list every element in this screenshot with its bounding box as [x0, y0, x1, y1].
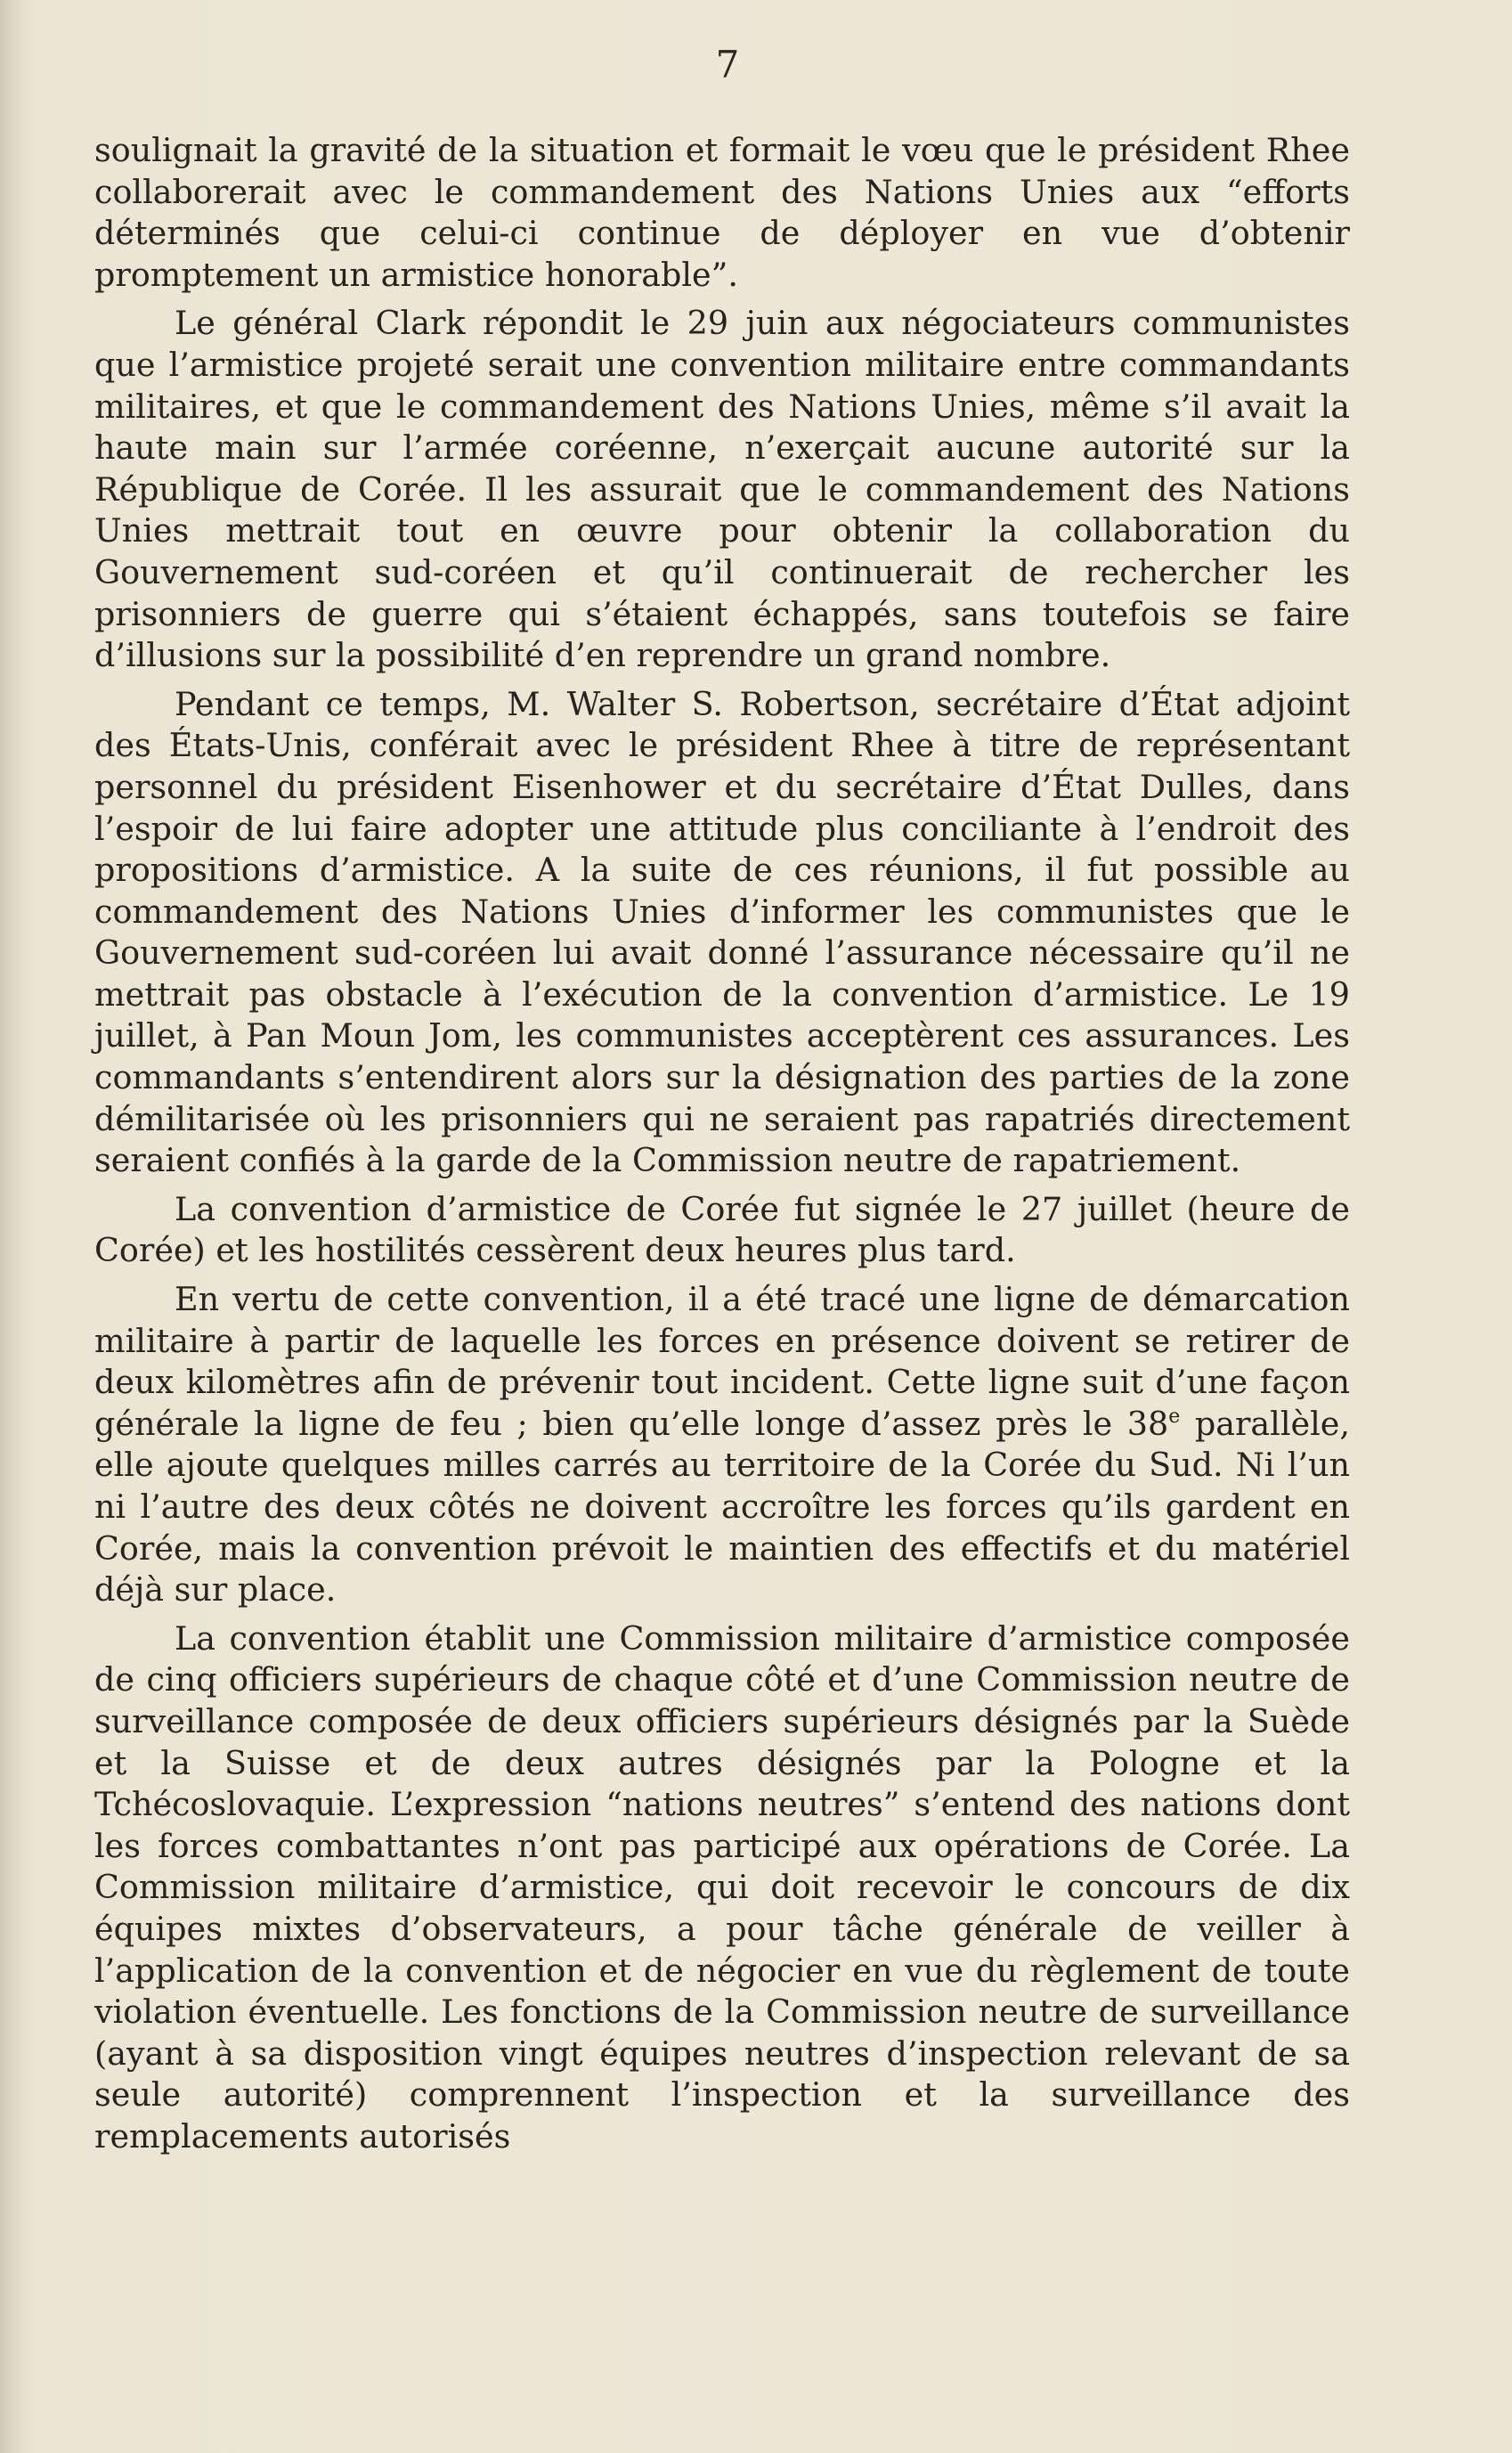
page-number: 7 — [715, 43, 740, 86]
body-text — [94, 130, 1350, 2165]
superscript-e: e — [1168, 1405, 1181, 1428]
paragraph-2: Le général Clark répondit le 29 juin aux négociateurs communistes que l’armistice projeté serait une convention militaire entre commandants militaires, et que le commandement des Nations Unies, même s’il avait la haute main sur l’armée coréenne, n’exerçait aucune autorité sur la République de Corée. Il les assurait que le commandement des Nations Unies mettrait tout en œuvre pour obtenir la collaboration du Gouvernement sud-coréen et qu’il continuerait de rechercher les prisonniers de guerre qui s’étaient échappés, sans toutefois se faire d’illusions sur la possibilité d’en reprendre un grand nombre. — [94, 304, 1350, 675]
paragraph-6: La convention établit une Commission militaire d’armistice composée de cinq officiers supérieurs de chaque côté et d’une Commission neutre de surveillance composée de deux officiers supérieurs désignés par la Suède et la Suisse et de deux autres désignés par la Pologne et la Tchécoslovaquie. L’expression “nations neutres” s’entend des nations dont les forces combattantes n’ont pas participé aux opérations de Corée. La Commission militaire d’armistice, qui doit recevoir le concours de dix équipes mixtes d’observateurs, a pour tâche générale de veiller à l’application de la convention et de négocier en vue du règlement de toute violation éventuelle. Les fonctions de la Commission neutre de surveillance (ayant à sa disposition vingt équipes neutres d’inspection relevant de sa seule autorité) comprennent l’inspection et la surveillance des remplacements autorisés — [94, 1618, 1350, 2156]
paragraph-5 — [94, 1279, 1350, 1611]
paragraph-5-text-before: En vertu de cette convention, il a été tracé une ligne de démarcation militaire à partir de laquelle les forces en présence doivent se retirer de deux kilomètres afin de prévenir tout incident. Cette ligne suit d’une façon générale la ligne de feu ; bien qu’elle longe d’assez près le 38 — [94, 1280, 1350, 1443]
paragraph-4: La convention d’armistice de Corée fut signée le 27 juillet (heure de Corée) et les hostilités cessèrent deux heures plus tard. — [94, 1189, 1350, 1270]
paragraph-3: Pendant ce temps, M. Walter S. Robertson, secrétaire d’État adjoint des États-Unis, conférait avec le président Rhee à titre de représentant personnel du président Eisenhower et du secrétaire d’État Dulles, dans l’espoir de lui faire adopter une attitude plus conciliante à l’endroit des propositions d’armistice. A la suite de ces réunions, il fut possible au commandement des Nations Unies d’informer les communistes que le Gouvernement sud-coréen lui avait donné l’assurance nécessaire qu’il ne mettrait pas obstacle à l’exécution de la convention d’armistice. Le 19 juillet, à Pan Moun Jom, les communistes acceptèrent ces assurances. Les commandants s’entendirent alors sur la désignation des parties de la zone démilitarisée où les prisonniers qui ne seraient pas rapatriés directement seraient confiés à la garde de la Commission neutre de rapatriement. — [94, 684, 1350, 1180]
paragraph-1: soulignait la gravité de la situation et formait le vœu que le président Rhee collaborerait avec le commandement des Nations Unies aux “efforts déterminés que celui-ci continue de déployer en vue d’obtenir promptement un armistice honorable”. — [94, 131, 1350, 294]
paragraph-5-text-after: parallèle, elle ajoute quelques milles carrés au territoire de la Corée du Sud. Ni l’un ni l’autre des deux côtés ne doivent accroître les forces qu’ils gardent en Corée, mais la convention prévoit le maintien des effectifs et du matériel déjà sur place. — [94, 1404, 1350, 1610]
